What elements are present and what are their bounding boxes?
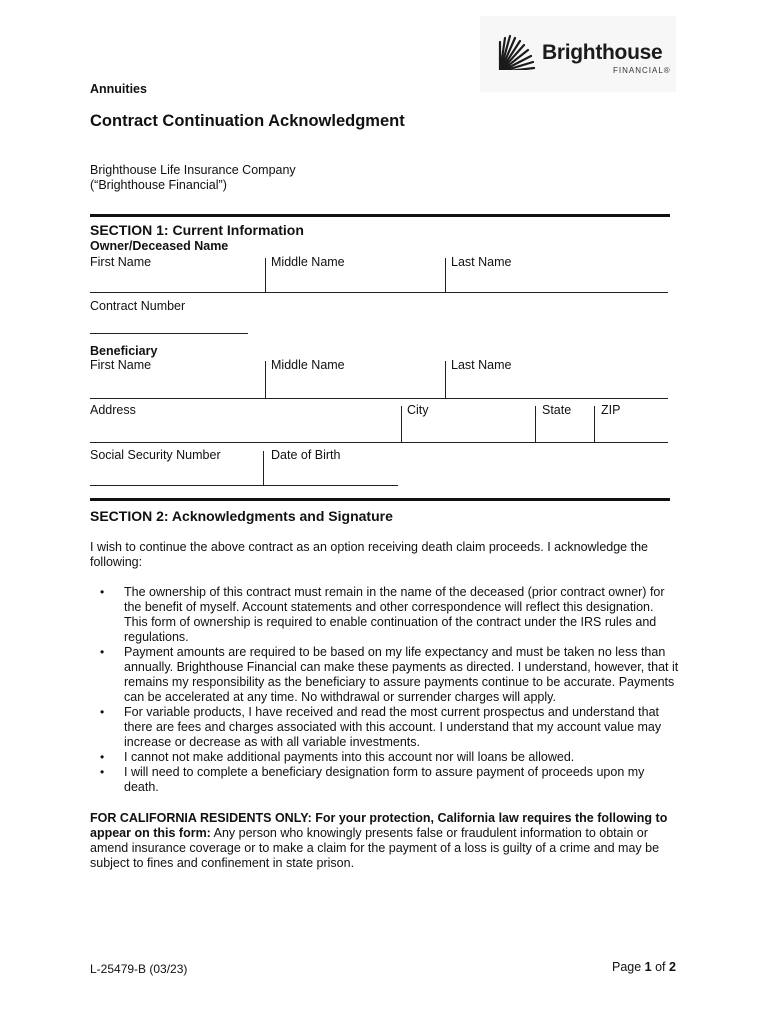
list-item: • Payment amounts are required to be based on my life expectancy and must be taken no less than annually. Brighthouse Financial can make these payments as directed. I understand, however, that it remains my responsibility as the beneficiary to assure payments continue to be accurate. Payments can be accelerated at any time. No withdrawal or surrender charges will apply. <box>100 645 679 704</box>
zip-label: ZIP <box>601 403 621 417</box>
beneficiary-last-name-label: Last Name <box>451 358 512 372</box>
california-notice-heading: FOR CALIFORNIA RESIDENTS ONLY: For your protection, California law requires the following to appear on this form: <box>90 811 668 840</box>
page-current: 1 <box>644 960 652 974</box>
address-divider-city <box>401 406 402 442</box>
owner-divider-2 <box>445 258 446 292</box>
bullet-icon: • <box>100 765 105 779</box>
address-underline <box>90 442 668 443</box>
city-label: City <box>407 403 429 417</box>
section1-top-rule <box>90 214 670 217</box>
brighthouse-logo <box>480 16 676 92</box>
bullet-icon: • <box>100 645 105 659</box>
page-total: 2 <box>669 960 676 974</box>
page-number: Page 1 of 2 <box>612 960 676 974</box>
owner-heading: Owner/Deceased Name <box>90 239 229 253</box>
beneficiary-divider-2 <box>445 361 446 398</box>
address-divider-zip <box>594 406 595 442</box>
list-item: • I cannot not make additional payments into this account nor will loans be allowed. <box>100 750 575 764</box>
section2-title: SECTION 2: Acknowledgments and Signature <box>90 508 393 524</box>
california-notice-body: Any person who knowingly presents false or fraudulent information to obtain or amend insurance coverage or to make a claim for the payment of a loss is guilty of a crime and may be subject to fines and confinement in state prison. <box>90 826 660 870</box>
state-label: State <box>542 403 572 417</box>
bullet-icon: • <box>100 750 105 764</box>
owner-name-underline <box>90 292 668 293</box>
bullet-icon: • <box>100 705 105 719</box>
sunburst-logo-icon <box>496 32 538 74</box>
acknowledgment-intro: I wish to continue the above contract as an option receiving death claim proceeds. I acknowledge the following: <box>90 540 648 569</box>
list-item: • The ownership of this contract must remain in the name of the deceased (prior contract owner) for the benefit of myself. Account statements and other correspondence will reflect this designation. This form of ownership is required to enable continuation of the contract under the IRS rules and regulations. <box>100 585 665 644</box>
california-notice <box>90 811 680 871</box>
logo-wordmark: Brighthouse <box>542 41 663 64</box>
list-item: • For variable products, I have received and read the most current prospectus and understand that there are fees and charges associated with this account. I understand that my account value may increase or decrease as with all variable investments. <box>100 705 662 749</box>
beneficiary-middle-name-label: Middle Name <box>271 358 345 372</box>
beneficiary-heading: Beneficiary <box>90 344 158 358</box>
section2-top-rule <box>90 498 670 501</box>
owner-last-name-label: Last Name <box>451 255 512 269</box>
owner-middle-name-label: Middle Name <box>271 255 345 269</box>
logo-subtitle: FINANCIAL® <box>613 66 671 75</box>
document-category: Annuities <box>90 82 147 96</box>
dob-label: Date of Birth <box>271 448 341 462</box>
company-alias: (“Brighthouse Financial”) <box>90 178 227 192</box>
ssn-divider <box>263 451 264 485</box>
contract-number-label: Contract Number <box>90 299 186 313</box>
section1-title: SECTION 1: Current Information <box>90 222 304 238</box>
form-code: L-25479-B (03/23) <box>90 962 188 976</box>
beneficiary-divider-1 <box>265 361 266 398</box>
address-divider-state <box>535 406 536 442</box>
address-label: Address <box>90 403 136 417</box>
owner-divider-1 <box>265 258 266 292</box>
beneficiary-first-name-label: First Name <box>90 358 152 372</box>
ssn-label: Social Security Number <box>90 448 221 462</box>
document-title: Contract Continuation Acknowledgment <box>90 112 405 130</box>
company-name: Brighthouse Life Insurance Company <box>90 163 296 177</box>
ssn-dob-underline <box>90 485 398 486</box>
list-item: • I will need to complete a beneficiary designation form to assure payment of proceeds upon my death. <box>100 765 645 794</box>
beneficiary-name-underline <box>90 398 668 399</box>
bullet-icon: • <box>100 585 105 599</box>
owner-first-name-label: First Name <box>90 255 152 269</box>
acknowledgment-list <box>90 585 680 795</box>
contract-number-field[interactable] <box>90 333 248 334</box>
